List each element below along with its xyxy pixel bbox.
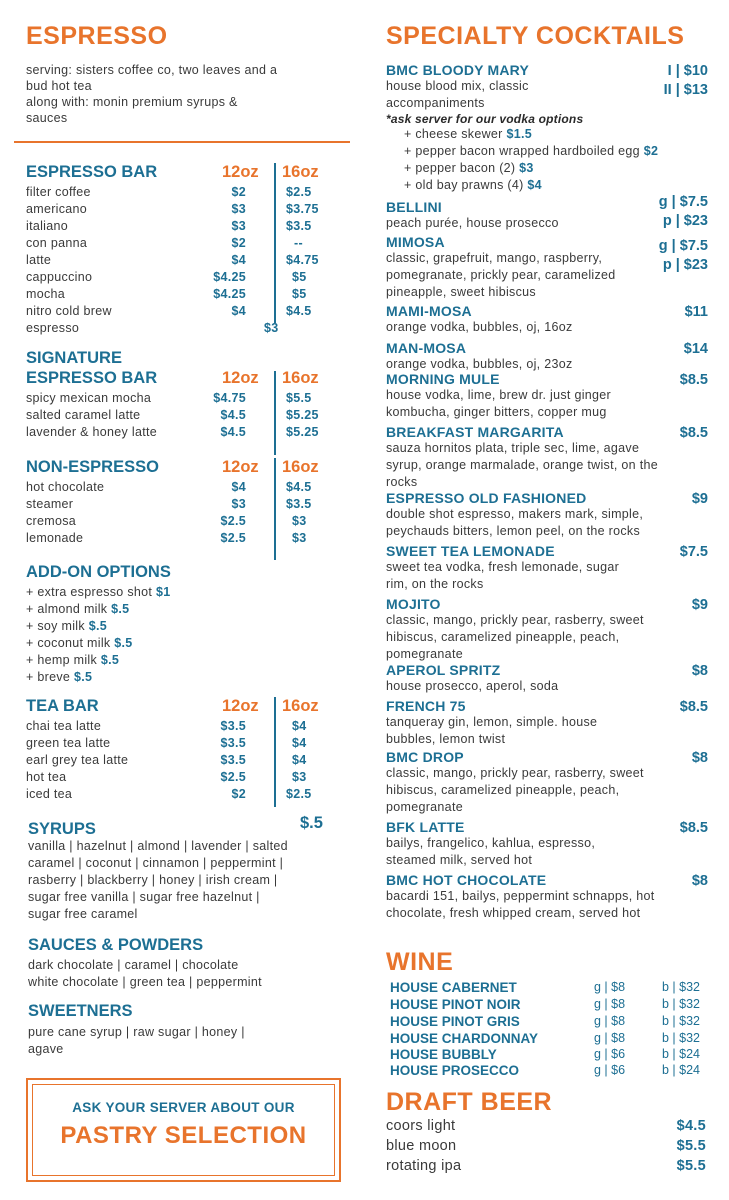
serving-line: sauces [26,111,68,125]
section-title: NON-ESPRESSO [26,458,159,476]
cocktails-title: SPECIALTY COCKTAILS [386,22,685,50]
espresso-bar-header [26,163,346,183]
section-title: ESPRESSO BAR [26,369,158,387]
item-name: chai tea latte [26,719,102,733]
cocktail-name: BMC BLOODY MARY [386,62,529,78]
addon-item: + soy milk $.5 [26,619,107,633]
beer-price: $4.5 [676,1118,706,1134]
cocktail-name: MAMI-MOSA [386,303,472,319]
sauce-line: white chocolate | green tea | peppermint [28,975,262,989]
price-12oz: $3 [231,202,246,216]
size-12oz: 12oz [222,369,259,387]
option-price: $4 [527,178,542,192]
price-16oz: $5.25 [286,425,319,439]
cocktail-price: $8 [691,663,708,679]
section-title: SWEETNERS [28,1002,133,1020]
price-12oz: $3 [231,497,246,511]
cocktail-item [386,424,708,491]
size-16oz: 16oz [282,458,319,476]
espresso-price: $3 [264,321,279,335]
wine-name: HOUSE CABERNET [390,980,517,995]
wine-title: WINE [386,948,454,976]
addon-price: $.5 [100,653,120,667]
cocktail-desc: classic, grapefruit, mango, raspberry, pomegranate, prickly pear, caramelized pineapple, sweet hibiscus [386,251,616,299]
addon-price: $.5 [73,670,93,684]
cocktail-desc: tanqueray gin, lemon, simple. house bubbles, lemon twist [386,715,598,746]
cocktail-item [386,303,708,336]
menu-row [26,287,346,304]
section-title: ESPRESSO BAR [26,163,158,181]
price-pitcher: p | $23 [662,213,708,229]
serving-note [26,62,326,126]
wine-bottle-price: b | $32 [662,1031,701,1045]
price-16oz: $3 [292,770,307,784]
menu-row [26,236,346,253]
cocktail-desc: sauza hornitos plata, triple sec, lime, agave syrup, orange marmalade, orange twist, on the rocks [386,441,658,489]
option-item: + pepper bacon (2) $3 [404,161,534,175]
price-12oz: $4 [231,480,246,494]
wine-name: HOUSE BUBBLY [390,1047,497,1062]
item-name: mocha [26,287,66,301]
cocktail-name: MORNING MULE [386,371,500,387]
price-16oz: $3.5 [286,497,312,511]
cocktail-desc: house blood mix, classic accompaniments [386,79,529,110]
cocktail-desc: house prosecco, aperol, soda [386,679,559,693]
cocktail-price [659,193,708,231]
beer-price: $5.5 [676,1158,706,1174]
price-16oz: $4 [292,753,307,767]
non-espresso-section [26,458,346,548]
price-16oz: $5.25 [286,408,319,422]
wine-row [390,1031,710,1048]
price-16oz: $3 [292,531,307,545]
price-double: II | $13 [663,82,708,98]
item-name: filter coffee [26,185,91,199]
wine-glass-price: g | $8 [594,1014,626,1028]
beer-row [386,1138,706,1158]
section-title: SYRUPS [28,820,96,838]
price-12oz: $4.25 [213,270,246,284]
bloody-options [386,126,708,194]
price-12oz: $2 [231,787,246,801]
wine-bottle-price: b | $32 [662,997,701,1011]
wine-row [390,980,710,997]
addon-item: + coconut milk $.5 [26,636,133,650]
cocktail-desc: orange vodka, bubbles, oj, 16oz [386,320,573,334]
cocktail-desc: house vodka, lime, brew dr. just ginger kombucha, ginger bitters, copper mug [386,388,612,419]
beer-name: blue moon [386,1138,457,1154]
wine-glass-price: g | $6 [594,1063,626,1077]
wine-row [390,1063,710,1080]
addon-section [26,563,346,686]
signature-header [26,369,346,389]
cocktail-price: $8.5 [679,820,708,836]
price-16oz: $3.75 [286,202,319,216]
cocktail-price: $11 [684,304,708,320]
option-item: + old bay prawns (4) $4 [404,178,542,192]
cocktail-name: FRENCH 75 [386,698,466,714]
tea-bar-header [26,697,346,717]
menu-row [26,185,346,202]
section-title: SAUCES & POWDERS [28,936,204,954]
option-item: + pepper bacon wrapped hardboiled egg $2 [404,144,659,158]
beer-name: rotating ipa [386,1158,462,1174]
wine-bottle-price: b | $32 [662,980,701,994]
wine-row [390,1047,710,1064]
addon-item: + hemp milk $.5 [26,653,120,667]
menu-row [26,321,346,338]
cocktail-price: $8.5 [679,372,708,388]
section-title: SIGNATURE [26,349,122,367]
cocktail-price: $14 [683,341,708,357]
cocktail-mimosa [386,234,708,301]
price-12oz: $3.5 [220,719,246,733]
item-name: con panna [26,236,88,250]
wine-glass-price: g | $8 [594,980,626,994]
cocktail-price: $9 [691,491,708,507]
size-16oz: 16oz [282,163,319,181]
addon-price: $.5 [111,602,130,616]
item-name: hot chocolate [26,480,105,494]
cocktail-name: BFK LATTE [386,819,465,835]
menu-row [26,736,346,753]
price-glass: g | $7.5 [658,238,708,254]
wine-bottle-price: b | $32 [662,1014,701,1028]
cocktail-name: MOJITO [386,596,441,612]
addon-item: + breve $.5 [26,670,93,684]
item-name: iced tea [26,787,73,801]
serving-line: bud hot tea [26,79,92,93]
divider [14,141,350,143]
wine-name: HOUSE PINOT GRIS [390,1014,520,1029]
cocktail-desc: orange vodka, bubbles, oj, 23oz [386,357,573,371]
price-16oz: $5.5 [286,391,312,405]
wine-name: HOUSE CHARDONNAY [390,1031,539,1046]
cocktail-desc: sweet tea vodka, fresh lemonade, sugar rim, on the rocks [386,560,620,591]
item-name: americano [26,202,88,216]
beer-row [386,1118,706,1138]
price-16oz: $4.5 [286,304,312,318]
cocktail-desc: bailys, frangelico, kahlua, espresso, steamed milk, served hot [386,836,596,867]
menu-row [26,514,346,531]
syrup-line: sugar free vanilla | sugar free hazelnut | [28,890,260,904]
wine-name: HOUSE PINOT NOIR [390,997,521,1012]
item-name: salted caramel latte [26,408,141,422]
price-single: I | $10 [667,63,708,79]
cocktail-name: BMC DROP [386,749,464,765]
size-16oz: 16oz [282,369,319,387]
menu-row [26,753,346,770]
sweetener-line: agave [28,1042,64,1056]
cocktail-name: MIMOSA [386,234,445,250]
price-12oz: $4.75 [213,391,246,405]
cocktail-desc: classic, mango, prickly pear, rasberry, sweet hibiscus, caramelized pineapple, peach, pomegranate [386,766,644,814]
price-12oz: $4.25 [213,287,246,301]
cocktail-price [659,237,708,275]
serving-line: along with: monin premium syrups & [26,95,238,109]
signature-section [26,349,346,442]
section-title: ADD-ON OPTIONS [26,563,171,581]
item-name: cappuccino [26,270,93,284]
addon-price: $1 [155,585,171,599]
addon-item: + almond milk $.5 [26,602,130,616]
size-16oz: 16oz [282,697,319,715]
menu-row [26,304,346,321]
price-12oz: $2 [231,236,246,250]
section-title: TEA BAR [26,697,99,715]
beer-price: $5.5 [676,1138,706,1154]
menu-row [26,497,346,514]
menu-row [26,202,346,219]
cocktail-price [664,62,708,100]
menu-row [26,480,346,497]
cocktail-item [386,749,708,816]
item-name: latte [26,253,52,267]
serving-line: serving: sisters coffee co, two leaves and a [26,63,278,77]
menu-row [26,770,346,787]
cocktail-name: BELLINI [386,199,442,215]
wine-glass-price: g | $8 [594,997,626,1011]
price-pitcher: p | $23 [662,257,708,273]
sweeteners-section [28,1002,348,1058]
size-12oz: 12oz [222,697,259,715]
price-16oz: $3 [292,514,307,528]
option-price: $1.5 [506,127,532,141]
cocktail-item [386,543,708,593]
cocktail-desc: classic, mango, prickly pear, rasberry, sweet hibiscus, caramelized pineapple, peach, pomegranate [386,613,644,661]
beer-row [386,1158,706,1178]
cocktail-desc: peach purée, house prosecco [386,216,559,230]
price-16oz: $4 [292,719,307,733]
cocktail-item [386,371,708,421]
wine-row [390,997,710,1014]
price-12oz: $4.5 [220,408,246,422]
addon-price: $.5 [88,619,107,633]
item-name: green tea latte [26,736,111,750]
item-name: lavender & honey latte [26,425,157,439]
menu-row [26,531,346,548]
price-12oz: $2.5 [220,531,246,545]
espresso-title: ESPRESSO [26,22,168,50]
syrup-line: sugar free caramel [28,907,138,921]
non-espresso-header [26,458,346,478]
cocktail-price: $9 [691,597,708,613]
cocktail-desc: double shot espresso, makers mark, simple, peychauds bitters, lemon peel, on the rocks [386,507,644,538]
price-16oz: $4 [292,736,307,750]
cocktail-item [386,490,708,540]
pastry-callout [26,1078,341,1182]
item-name: lemonade [26,531,84,545]
wine-bottle-price: b | $24 [662,1047,701,1061]
option-price: $2 [643,144,659,158]
item-name: nitro cold brew [26,304,112,318]
cocktail-item [386,596,708,663]
price-glass: g | $7.5 [658,194,708,210]
menu-row [26,391,346,408]
menu-row [26,219,346,236]
item-name: cremosa [26,514,77,528]
cocktail-price: $7.5 [679,544,708,560]
cocktail-price: $8 [691,750,708,766]
wine-name: HOUSE PROSECCO [390,1063,520,1078]
item-name: earl grey tea latte [26,753,129,767]
syrups-price: $.5 [300,814,323,832]
item-name: steamer [26,497,74,511]
sauces-section [28,936,348,991]
menu-row [26,270,346,287]
syrups-section [28,814,348,923]
price-16oz: $2.5 [286,185,312,199]
price-16oz: -- [294,236,303,250]
espresso-bar-section [26,163,346,338]
beer-name: coors light [386,1118,456,1134]
cocktail-name: BMC HOT CHOCOLATE [386,872,547,888]
cocktail-item [386,340,708,373]
cocktail-name: APEROL SPRITZ [386,662,501,678]
item-name: italiano [26,219,69,233]
price-12oz: $2.5 [220,514,246,528]
beer-title: DRAFT BEER [386,1088,553,1116]
addon-price: $.5 [114,636,133,650]
price-12oz: $3 [231,219,246,233]
cocktail-price: $8 [691,873,708,889]
item-name: espresso [26,321,80,335]
option-price: $3 [519,161,534,175]
cocktail-price: $8.5 [679,425,708,441]
cocktail-item [386,872,708,922]
option-item: + cheese skewer $1.5 [404,127,532,141]
menu-row [26,425,346,442]
pastry-line2: PASTRY SELECTION [60,1122,307,1149]
addon-item: + extra espresso shot $1 [26,585,171,599]
price-16oz: $5 [292,287,307,301]
menu-row [26,408,346,425]
cocktail-name: BREAKFAST MARGARITA [386,424,564,440]
menu-row [26,787,346,804]
size-12oz: 12oz [222,458,259,476]
wine-glass-price: g | $8 [594,1031,626,1045]
cocktail-name: MAN-MOSA [386,340,467,356]
price-12oz: $2.5 [220,770,246,784]
price-16oz: $5 [292,270,307,284]
price-12oz: $4 [231,304,246,318]
cocktail-bloody-mary [386,62,708,194]
cocktail-item [386,698,708,748]
wine-row [390,1014,710,1031]
cocktail-name: ESPRESSO OLD FASHIONED [386,490,587,506]
price-12oz: $2 [231,185,246,199]
cocktail-name: SWEET TEA LEMONADE [386,543,555,559]
price-16oz: $4.5 [286,480,312,494]
item-name: hot tea [26,770,67,784]
vodka-note: *ask server for our vodka options [386,112,584,126]
pastry-line1: ASK YOUR SERVER ABOUT OUR [72,1100,295,1115]
price-16oz: $3.5 [286,219,312,233]
menu-row [26,719,346,736]
tea-bar-section [26,697,346,804]
price-12oz: $4.5 [220,425,246,439]
cocktail-bellini [386,194,708,232]
price-16oz: $4.75 [286,253,319,267]
cocktail-item [386,819,708,869]
syrup-line: vanilla | hazelnut | almond | lavender | salted [28,839,288,853]
sauce-line: dark chocolate | caramel | chocolate [28,958,239,972]
cocktail-desc: bacardi 151, bailys, peppermint schnapps, hot chocolate, fresh whipped cream, served hot [386,889,655,920]
price-16oz: $2.5 [286,787,312,801]
syrup-line: caramel | coconut | cinnamon | peppermint | [28,856,284,870]
price-12oz: $4 [231,253,246,267]
cocktail-item [386,662,708,695]
wine-bottle-price: b | $24 [662,1063,701,1077]
syrup-line: rasberry | blackberry | honey | irish cream | [28,873,278,887]
sweetener-line: pure cane syrup | raw sugar | honey | [28,1025,245,1039]
menu-row [26,253,346,270]
item-name: spicy mexican mocha [26,391,152,405]
price-12oz: $3.5 [220,753,246,767]
cocktail-price: $8.5 [679,699,708,715]
size-12oz: 12oz [222,163,259,181]
wine-glass-price: g | $6 [594,1047,626,1061]
price-12oz: $3.5 [220,736,246,750]
